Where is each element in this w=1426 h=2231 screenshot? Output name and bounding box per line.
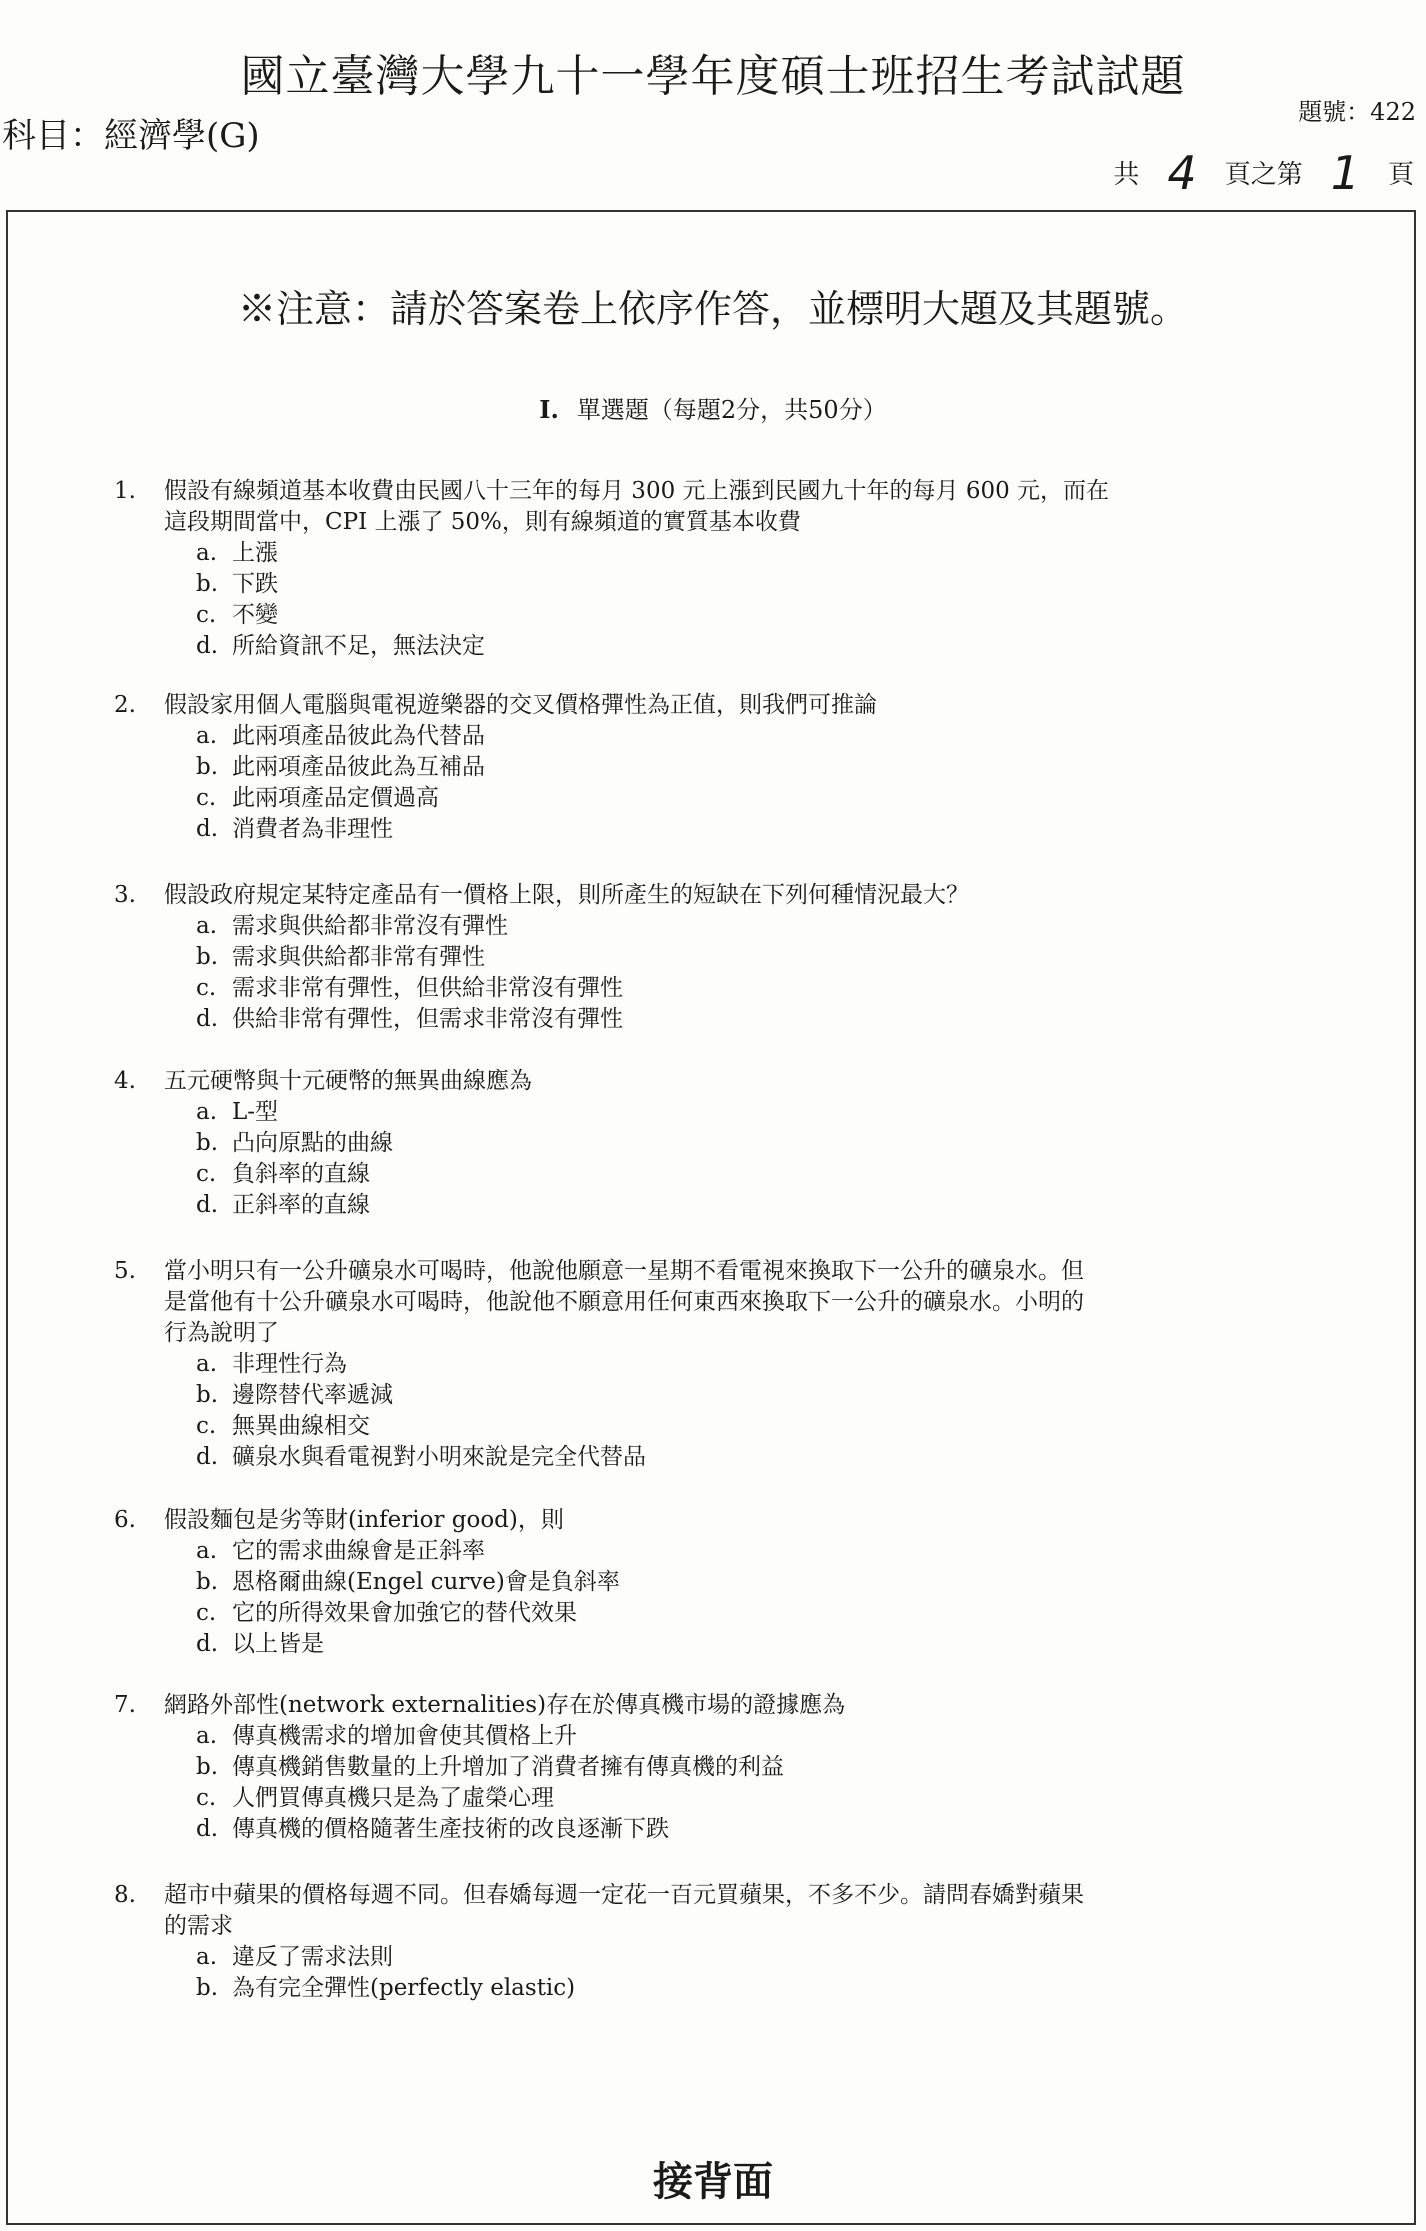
question-2 bbox=[114, 690, 1234, 845]
option-letter: c. bbox=[196, 975, 217, 1001]
page-total-prefix: 共 bbox=[1113, 160, 1140, 190]
answer-option bbox=[196, 1004, 1234, 1035]
question-stem: 假設政府規定某特定產品有一價格上限，則所產生的短缺在下列何種情況最大？ bbox=[164, 882, 969, 908]
question-stem: 五元硬幣與十元硬幣的無異曲線應為 bbox=[164, 1068, 532, 1094]
option-text: 需求與供給都非常有彈性 bbox=[232, 944, 485, 970]
option-letter: b. bbox=[196, 571, 219, 597]
answer-option bbox=[196, 600, 1234, 631]
option-letter: a. bbox=[196, 723, 218, 749]
answer-option bbox=[196, 1097, 1234, 1128]
section-title: 單選題（每題2分，共50分） bbox=[576, 396, 887, 424]
option-text: 無異曲線相交 bbox=[232, 1413, 370, 1439]
option-letter: a. bbox=[196, 1723, 218, 1749]
question-number-label: 6. bbox=[114, 1507, 136, 1533]
option-text: 不變 bbox=[232, 602, 278, 628]
option-text: 正斜率的直線 bbox=[232, 1192, 370, 1218]
page-suffix: 頁 bbox=[1387, 160, 1414, 190]
subject-label: 科目：經濟學(G) bbox=[2, 116, 260, 156]
question-4 bbox=[114, 1066, 1234, 1221]
answer-option bbox=[196, 1411, 1234, 1442]
answer-option bbox=[196, 911, 1234, 942]
answer-option bbox=[196, 538, 1234, 569]
continue-on-back: 接背面 bbox=[653, 2158, 773, 2205]
answer-option bbox=[196, 1442, 1234, 1473]
question-6 bbox=[114, 1505, 1234, 1660]
option-letter: a. bbox=[196, 1538, 218, 1564]
answer-option bbox=[196, 1380, 1234, 1411]
option-text: 需求與供給都非常沒有彈性 bbox=[232, 913, 508, 939]
answer-option bbox=[196, 814, 1234, 845]
question-number: 題號：422 bbox=[1298, 98, 1416, 126]
answer-option bbox=[196, 1567, 1234, 1598]
option-text: 此兩項產品彼此為代替品 bbox=[232, 723, 485, 749]
option-text: 下跌 bbox=[232, 571, 278, 597]
answer-option bbox=[196, 1629, 1234, 1660]
option-letter: b. bbox=[196, 754, 219, 780]
option-letter: c. bbox=[196, 1785, 217, 1811]
answer-option bbox=[196, 1752, 1234, 1783]
option-text: 它的需求曲線會是正斜率 bbox=[232, 1538, 485, 1564]
answer-option bbox=[196, 783, 1234, 814]
answer-option bbox=[196, 1349, 1234, 1380]
answer-option bbox=[196, 752, 1234, 783]
option-letter: c. bbox=[196, 785, 217, 811]
answer-option bbox=[196, 1814, 1234, 1845]
option-letter: a. bbox=[196, 913, 218, 939]
answer-option bbox=[196, 1128, 1234, 1159]
option-text: 凸向原點的曲線 bbox=[232, 1130, 393, 1156]
question-7 bbox=[114, 1690, 1234, 1845]
option-letter: b. bbox=[196, 944, 219, 970]
option-text: 以上皆是 bbox=[232, 1631, 324, 1657]
answer-option bbox=[196, 631, 1234, 662]
option-letter: d. bbox=[196, 816, 219, 842]
question-number-label: 4. bbox=[114, 1068, 136, 1094]
option-text: 人們買傳真機只是為了虛榮心理 bbox=[232, 1785, 554, 1811]
option-letter: c. bbox=[196, 602, 217, 628]
option-letter: d. bbox=[196, 1816, 219, 1842]
answer-option bbox=[196, 1973, 1234, 2004]
question-number-label: 2. bbox=[114, 692, 136, 718]
option-text: L-型 bbox=[232, 1099, 279, 1125]
option-text: 違反了需求法則 bbox=[232, 1944, 393, 1970]
answer-option bbox=[196, 721, 1234, 752]
option-text: 上漲 bbox=[232, 540, 278, 566]
option-letter: c. bbox=[196, 1161, 217, 1187]
question-stem: 超市中蘋果的價格每週不同。但春嬌每週一定花一百元買蘋果，不多不少。請問春嬌對蘋果 的需求 bbox=[164, 1882, 1084, 1939]
option-letter: a. bbox=[196, 540, 218, 566]
answer-option bbox=[196, 1942, 1234, 1973]
answer-option bbox=[196, 942, 1234, 973]
option-text: 所給資訊不足，無法決定 bbox=[232, 633, 485, 659]
option-text: 此兩項產品彼此為互補品 bbox=[232, 754, 485, 780]
page-total: 4 bbox=[1167, 146, 1197, 200]
question-number-label: 5. bbox=[114, 1258, 136, 1284]
option-text: 傳真機需求的增加會使其價格上升 bbox=[232, 1723, 577, 1749]
question-1 bbox=[114, 476, 1234, 662]
answer-option bbox=[196, 1190, 1234, 1221]
option-text: 需求非常有彈性，但供給非常沒有彈性 bbox=[232, 975, 623, 1001]
question-stem: 當小明只有一公升礦泉水可喝時，他說他願意一星期不看電視來換取下一公升的礦泉水。但 是當他有十公升礦泉水可喝時，他說他不願意用任何東西來換取下一公升的礦泉水。小明的 行為說明了 bbox=[164, 1258, 1084, 1346]
exam-title: 國立臺灣大學九十一學年度碩士班招生考試試題 bbox=[240, 51, 1186, 102]
question-number-label: 3. bbox=[114, 882, 136, 908]
answer-option bbox=[196, 569, 1234, 600]
question-number-label: 1. bbox=[114, 478, 136, 504]
page-info bbox=[1113, 140, 1414, 200]
option-letter: a. bbox=[196, 1351, 218, 1377]
option-text: 此兩項產品定價過高 bbox=[232, 785, 439, 811]
question-stem: 假設有線頻道基本收費由民國八十三年的每月 300 元上漲到民國九十年的每月 600 元，而在 這段期間當中，CPI 上漲了 50%，則有線頻道的實質基本收費 bbox=[164, 478, 1110, 535]
option-text: 為有完全彈性(perfectly elastic) bbox=[232, 1975, 576, 2001]
option-text: 邊際替代率遞減 bbox=[232, 1382, 393, 1408]
answer-option bbox=[196, 973, 1234, 1004]
question-3 bbox=[114, 880, 1234, 1035]
option-letter: d. bbox=[196, 633, 219, 659]
question-5 bbox=[114, 1256, 1234, 1473]
option-letter: b. bbox=[196, 1754, 219, 1780]
page-mid: 頁之第 bbox=[1224, 160, 1303, 190]
question-number-label: 8. bbox=[114, 1882, 136, 1908]
option-letter: b. bbox=[196, 1382, 219, 1408]
option-letter: d. bbox=[196, 1006, 219, 1032]
option-letter: b. bbox=[196, 1130, 219, 1156]
option-text: 恩格爾曲線(Engel curve)會是負斜率 bbox=[232, 1569, 620, 1595]
option-letter: c. bbox=[196, 1413, 217, 1439]
option-text: 傳真機的價格隨著生產技術的改良逐漸下跌 bbox=[232, 1816, 669, 1842]
question-stem: 假設家用個人電腦與電視遊樂器的交叉價格彈性為正值，則我們可推論 bbox=[164, 692, 877, 718]
option-letter: b. bbox=[196, 1975, 219, 2001]
option-letter: d. bbox=[196, 1631, 219, 1657]
page-current: 1 bbox=[1330, 146, 1360, 200]
option-text: 負斜率的直線 bbox=[232, 1161, 370, 1187]
question-8 bbox=[114, 1880, 1234, 2004]
option-letter: a. bbox=[196, 1944, 218, 1970]
question-stem: 假設麵包是劣等財(inferior good)，則 bbox=[164, 1507, 564, 1533]
section-roman: I. bbox=[539, 395, 559, 424]
option-text: 傳真機銷售數量的上升增加了消費者擁有傳真機的利益 bbox=[232, 1754, 784, 1780]
option-text: 非理性行為 bbox=[232, 1351, 347, 1377]
option-letter: b. bbox=[196, 1569, 219, 1595]
option-text: 供給非常有彈性，但需求非常沒有彈性 bbox=[232, 1006, 623, 1032]
section-heading bbox=[0, 390, 1426, 425]
option-letter: d. bbox=[196, 1444, 219, 1470]
option-letter: a. bbox=[196, 1099, 218, 1125]
option-text: 消費者為非理性 bbox=[232, 816, 393, 842]
option-letter: d. bbox=[196, 1192, 219, 1218]
answer-option bbox=[196, 1783, 1234, 1814]
question-stem: 網路外部性(network externalities)存在於傳真機市場的證據應為 bbox=[164, 1692, 846, 1718]
answer-option bbox=[196, 1598, 1234, 1629]
answer-option bbox=[196, 1536, 1234, 1567]
option-text: 礦泉水與看電視對小明來說是完全代替品 bbox=[232, 1444, 646, 1470]
question-number-label: 7. bbox=[114, 1692, 136, 1718]
answer-option bbox=[196, 1721, 1234, 1752]
option-text: 它的所得效果會加強它的替代效果 bbox=[232, 1600, 577, 1626]
option-letter: c. bbox=[196, 1600, 217, 1626]
answer-option bbox=[196, 1159, 1234, 1190]
notice: ※注意：請於答案卷上依序作答，並標明大題及其題號。 bbox=[237, 287, 1188, 331]
